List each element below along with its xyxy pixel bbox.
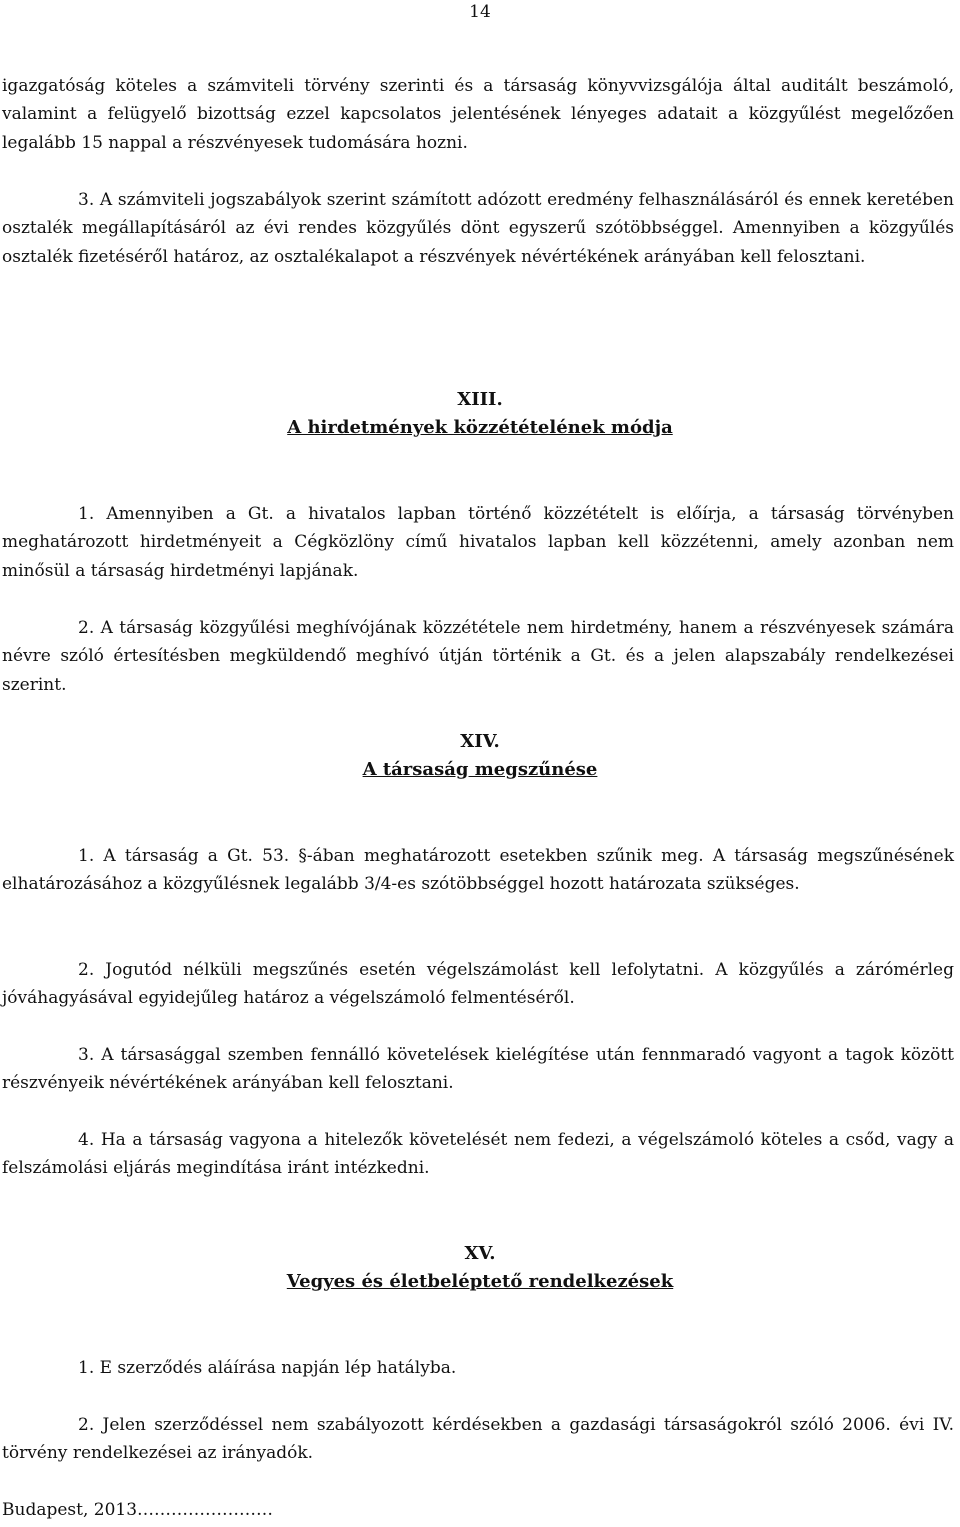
signature-place-date: Budapest, 2013…………………… [2,1500,274,1520]
section-xiii-paragraph-1: 1. Amennyiben a Gt. a hivatalos lapban történő közzétételt is előírja, a társaság törvényben meghatározott hirdetményeit a Cégközlöny című hivatalos lapban kell közzétenni, amely azonban nem minősül a társaság hirdetményi lapjának. [2,504,954,581]
section-xiv-paragraph-3: 3. A társasággal szemben fennálló követelések kielégítése után fennmaradó vagyont a tagok között részvényeik névértékének arányában kell felosztani. [2,1045,954,1094]
section-xiii-paragraph-2: 2. A társaság közgyűlési meghívójának közzététele nem hirdetmény, hanem a részvényesek számára névre szóló értesítésben megküldendő meghívó útján történik a Gt. és a jelen alapszabály rendelkezései szerint. [2,618,954,695]
section-xiii-title: A hirdetmények közzétételének módja [287,417,673,438]
section-xiv-paragraph-1: 1. A társaság a Gt. 53. §-ában meghatározott esetekben szűnik meg. A társaság megszűnésének elhatározásához a közgyűlésnek legalább 3/4-es szótöbbséggel hozott határozata szükséges. [2,846,954,895]
paragraph-dividend: 3. A számviteli jogszabályok szerint számított adózott eredmény felhasználásáról és ennek keretében osztalék megállapításáról az évi rendes közgyűlés dönt egyszerű szótöbbséggel. Amennyiben a közgyűlés osztalék fizetéséről határoz, az osztalékalapot a részvények névértékének arányában kell felosztani. [2,190,954,267]
section-xv-paragraph-1: 1. E szerződés aláírása napján lép hatályba. [78,1358,457,1378]
page-number: 14 [469,2,491,22]
section-xv-numeral: XV. [464,1243,496,1264]
section-xiv-title: A társaság megszűnése [362,759,598,780]
paragraph-continuation: igazgatóság köteles a számviteli törvény szerinti és a társaság könyvvizsgálója által auditált beszámoló, valamint a felügyelő bizottság ezzel kapcsolatos jelentésének lényeges adatait a közgyűlést megelőzően legalább 15 nappal a részvényesek tudomására hozni. [2,76,954,153]
section-xiii-numeral: XIII. [457,389,503,410]
section-xv-paragraph-2: 2. Jelen szerződéssel nem szabályozott kérdésekben a gazdasági társaságokról szóló 2006. évi IV. törvény rendelkezései az irányadók. [2,1415,954,1464]
section-xv-title: Vegyes és életbeléptető rendelkezések [286,1271,674,1292]
section-xiv-paragraph-4: 4. Ha a társaság vagyona a hitelezők követelését nem fedezi, a végelszámoló köteles a csőd, vagy a felszámolási eljárás megindítása iránt intézkedni. [2,1130,954,1179]
section-xiv-paragraph-2: 2. Jogutód nélküli megszűnés esetén végelszámolást kell lefolytatni. A közgyűlés a zárómérleg jóváhagyásával egyidejűleg határoz a végelszámoló felmentéséről. [2,960,954,1009]
section-xiv-numeral: XIV. [460,731,500,752]
